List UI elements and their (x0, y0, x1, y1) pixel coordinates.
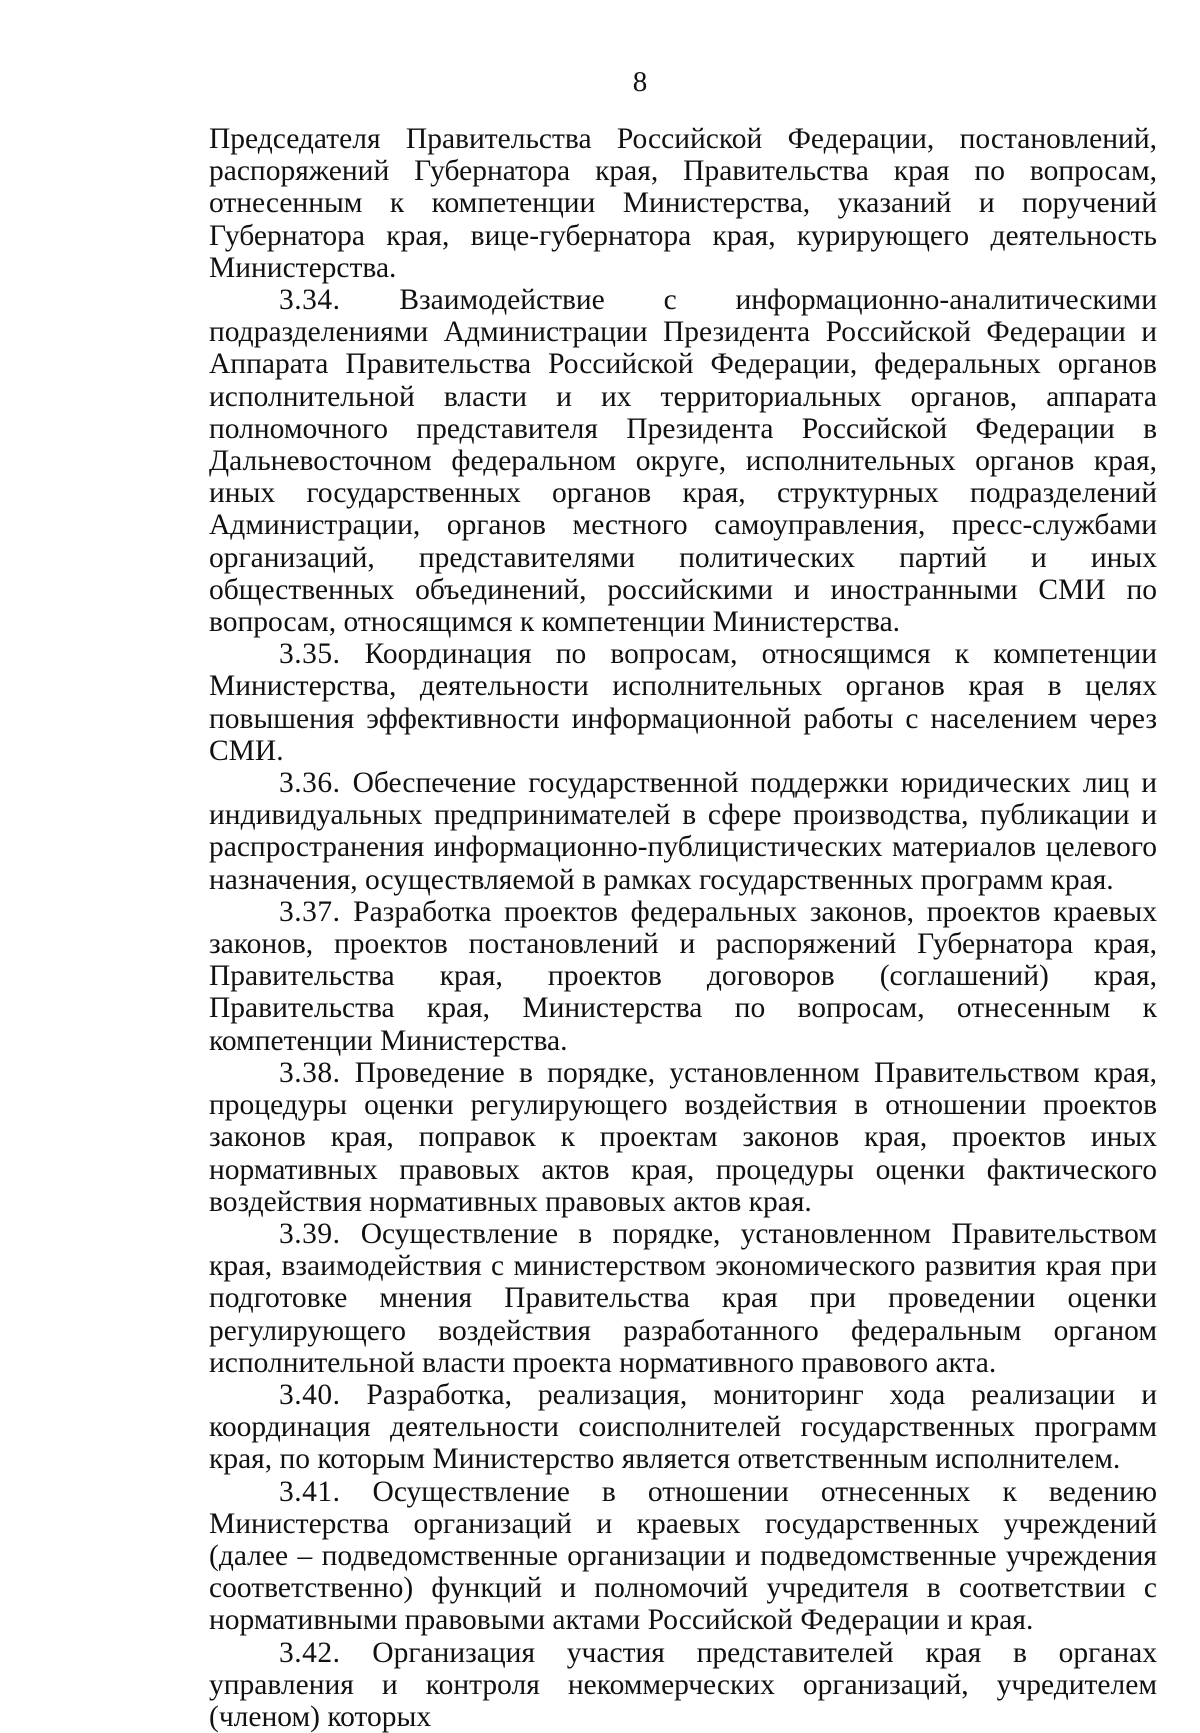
item-number: 3.39. (279, 1217, 341, 1250)
paragraph-3-36 (209, 767, 1157, 896)
paragraph-text: Проведение в порядке, установленном Правительством края, процедуры оценки регулирующего воздействия в отношении проектов законов края, поправок к проектам законов края, проектов иных нормативных правовых актов края, процедуры оценки фактического воздействия нормативных правовых актов края. (209, 1056, 1157, 1218)
paragraph-3-39 (209, 1218, 1157, 1379)
item-number: 3.40. (279, 1378, 341, 1411)
document-body (209, 123, 1157, 1733)
item-number: 3.35. (279, 638, 341, 671)
item-number: 3.38. (279, 1056, 341, 1089)
paragraph-text: Организация участия представителей края в органах управления и контроля некоммерческих организаций, учредителем (членом) которых (209, 1636, 1157, 1733)
page-number: 8 (632, 66, 648, 98)
item-number: 3.36. (279, 767, 341, 800)
paragraph-text: Разработка проектов федеральных законов, проектов краевых законов, проектов постановлений и распоряжений Губернатора края, Правительства края, проектов договоров (соглашений) края, Правительства края, Министерства по вопросам, отнесенным к компетенции Министерства. (209, 895, 1157, 1057)
paragraph-3-38 (209, 1057, 1157, 1218)
paragraph-text: Председателя Правительства Российской Федерации, постановлений, распоряжений Губернатора края, Правительства края по вопросам, отнесенным к компетенции Министерства, указаний и поручений Губернатора края, вице-губернатора края, курирующего деятельность Министерства. (209, 123, 1157, 284)
item-number: 3.41. (279, 1475, 341, 1508)
paragraph-text: Обеспечение государственной поддержки юридических лиц и индивидуальных предпринимателей в сфере производства, публикации и распространения информационно-публицистических материалов целевого назначения, осуществляемой в рамках государственных программ края. (209, 767, 1158, 896)
paragraph-3-34 (209, 284, 1157, 638)
paragraph-text: Осуществление в отношении отнесенных к ведению Министерства организаций и краевых государственных учреждений (далее – подведомственные организации и подведомственные учреждения соответственно) функций и полномочий учредителя в соответствии с нормативными правовыми актами Российской Федерации и края. (209, 1475, 1157, 1637)
paragraph-text: Разработка, реализация, мониторинг хода реализации и координация деятельности соисполнителей государственных программ края, по которым Министерство является ответственным исполнителем. (209, 1378, 1158, 1476)
item-number: 3.37. (279, 895, 341, 928)
item-number: 3.34. (279, 284, 341, 317)
paragraph-3-42 (209, 1637, 1157, 1733)
paragraph-text: Осуществление в порядке, установленном Правительством края, взаимодействия с министерством экономического развития края при подготовке мнения Правительства края при проведении оценки регулирующего воздействия разработанного федеральным органом исполнительной власти проекта нормативного правового акта. (209, 1217, 1157, 1379)
paragraph-text: Взаимодействие с информационно-аналитическими подразделениями Администрации Президента Российской Федерации и Аппарата Правительства Российской Федерации, федеральных органов исполнительной власти и их территориальных органов, аппарата полномочного представителя Президента Российской Федерации в Дальневосточном федеральном округе, исполнительных органов края, иных государственных органов края, структурных подразделений Администрации, органов местного самоуправления, пресс-службами организаций, представителями политических партий и иных общественных объединений, российскими и иностранными СМИ по вопросам, относящимся к компетенции Министерства. (209, 284, 1158, 639)
paragraph-3-37 (209, 896, 1157, 1057)
paragraph-text: Координация по вопросам, относящимся к компетенции Министерства, деятельности исполнительных органов края в целях повышения эффективности информационной работы с населением через СМИ. (209, 638, 1157, 767)
paragraph-3-40 (209, 1379, 1157, 1476)
paragraph-3-35 (209, 638, 1157, 767)
paragraph-continuation (209, 123, 1157, 284)
item-number: 3.42. (279, 1636, 341, 1669)
paragraph-3-41 (209, 1476, 1157, 1637)
